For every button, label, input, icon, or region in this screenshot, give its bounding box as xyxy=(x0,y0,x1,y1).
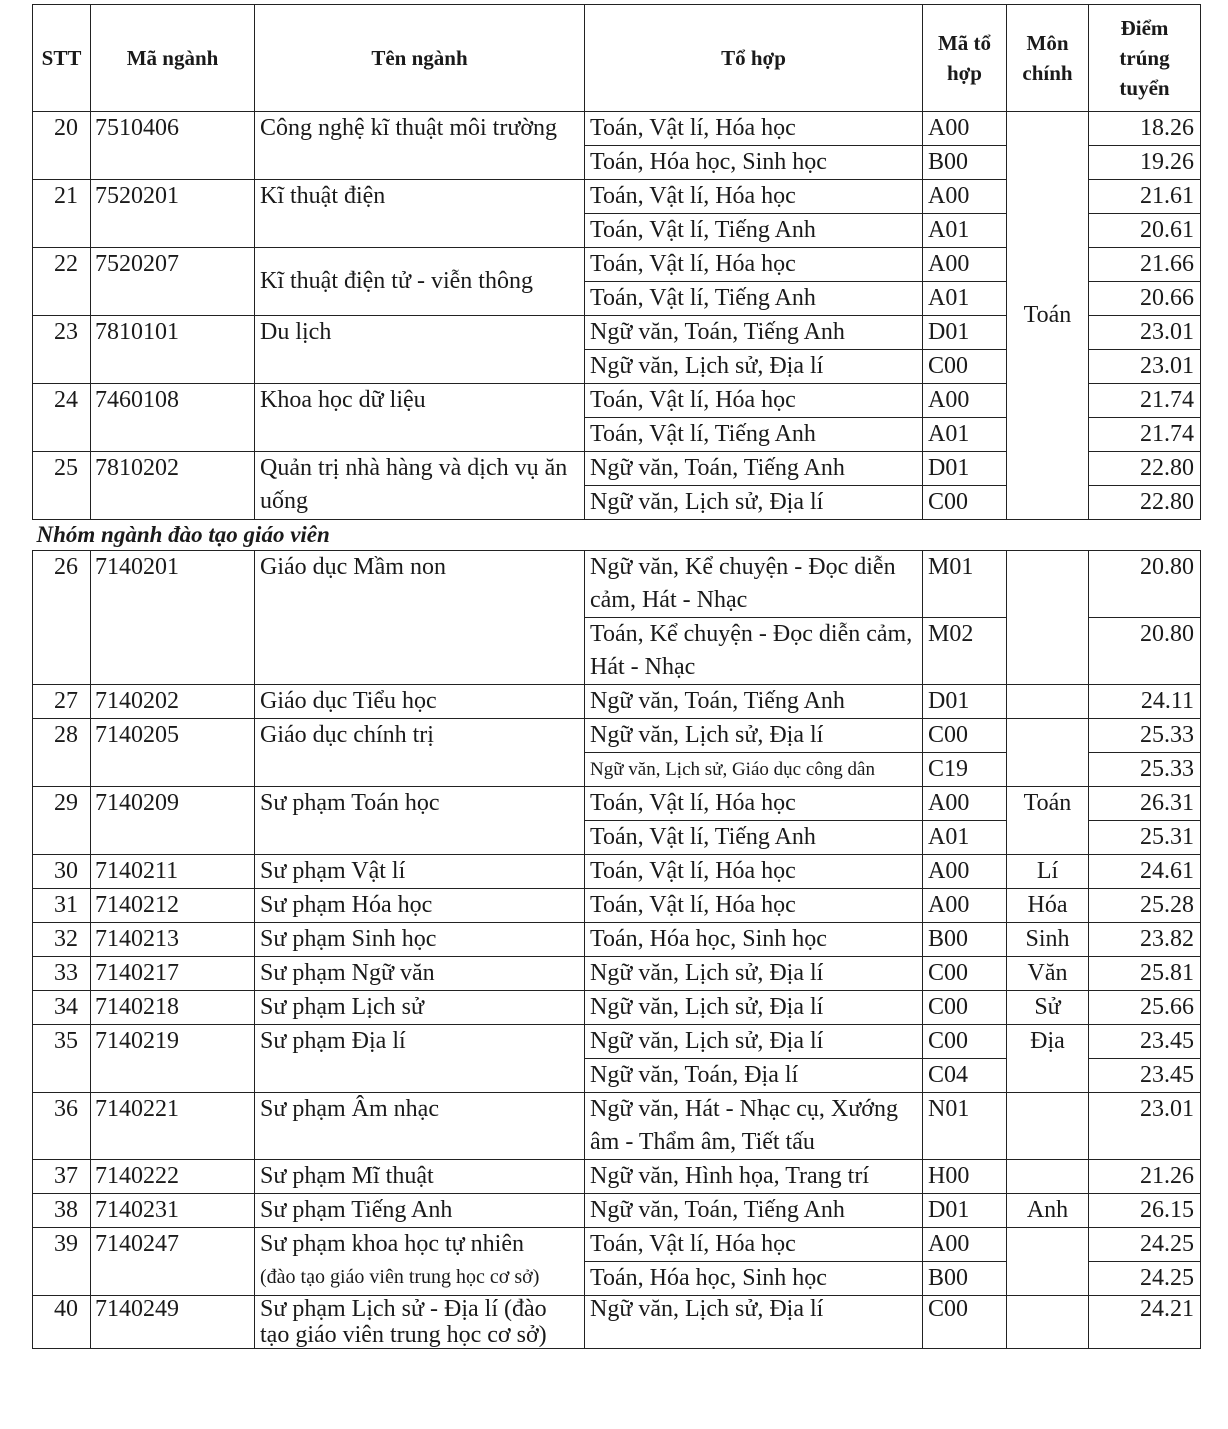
row-combination: Toán, Vật lí, Hóa học xyxy=(585,180,923,214)
row-stt: 36 xyxy=(33,1093,91,1160)
row-major-code: 7140213 xyxy=(91,923,255,957)
row-major-name xyxy=(255,719,585,787)
admission-score-table xyxy=(32,4,1201,1349)
row-major-name xyxy=(255,248,585,316)
row-combination: Toán, Vật lí, Hóa học xyxy=(585,855,923,889)
row-combination-code: N01 xyxy=(923,1093,1007,1160)
row-score: 22.80 xyxy=(1089,452,1201,486)
row-score: 23.01 xyxy=(1089,1093,1201,1160)
row-major-name xyxy=(255,316,585,384)
row-score: 24.61 xyxy=(1089,855,1201,889)
row-major-name xyxy=(255,1296,585,1349)
row-major-code: 7140247 xyxy=(91,1228,255,1296)
row-combination-code: A00 xyxy=(923,787,1007,821)
table-row xyxy=(33,719,1201,753)
row-stt: 26 xyxy=(33,551,91,685)
table-row xyxy=(33,957,1201,991)
table-row xyxy=(33,1025,1201,1059)
major-name-text: Sư phạm Toán học xyxy=(260,790,440,816)
row-combination: Ngữ văn, Hình họa, Trang trí xyxy=(585,1160,923,1194)
row-stt: 21 xyxy=(33,180,91,248)
row-score: 25.33 xyxy=(1089,719,1201,753)
row-score: 25.31 xyxy=(1089,821,1201,855)
row-stt: 33 xyxy=(33,957,91,991)
major-name-text: Sư phạm Âm nhạc xyxy=(260,1096,439,1122)
row-combination-code: D01 xyxy=(923,316,1007,350)
row-combination-code: A01 xyxy=(923,418,1007,452)
page-bottom-edge xyxy=(32,1416,1200,1422)
row-major-code: 7140219 xyxy=(91,1025,255,1093)
major-name-text: Sư phạm Mĩ thuật xyxy=(260,1163,434,1189)
table-row xyxy=(33,685,1201,719)
row-combination-code: B00 xyxy=(923,146,1007,180)
table-row xyxy=(33,1093,1201,1160)
row-score: 25.66 xyxy=(1089,991,1201,1025)
header-combo-code: Mã tổ hợp xyxy=(923,5,1007,112)
row-combination: Toán, Vật lí, Hóa học xyxy=(585,889,923,923)
row-score: 21.66 xyxy=(1089,248,1201,282)
row-score: 20.80 xyxy=(1089,551,1201,618)
row-major-code: 7460108 xyxy=(91,384,255,452)
row-stt: 37 xyxy=(33,1160,91,1194)
row-score: 21.26 xyxy=(1089,1160,1201,1194)
row-stt: 24 xyxy=(33,384,91,452)
table-row xyxy=(33,923,1201,957)
table-body-section-a xyxy=(33,112,1201,520)
row-combination-code: C00 xyxy=(923,486,1007,520)
row-combination-code: A00 xyxy=(923,180,1007,214)
row-combination-code: A01 xyxy=(923,821,1007,855)
row-stt: 23 xyxy=(33,316,91,384)
row-combination-code: A01 xyxy=(923,282,1007,316)
row-stt: 31 xyxy=(33,889,91,923)
row-score: 25.81 xyxy=(1089,957,1201,991)
row-combination: Toán, Hóa học, Sinh học xyxy=(585,146,923,180)
row-stt: 27 xyxy=(33,685,91,719)
major-name-text: Sư phạm Vật lí xyxy=(260,858,406,884)
row-combination-code: C04 xyxy=(923,1059,1007,1093)
row-combination: Ngữ văn, Toán, Tiếng Anh xyxy=(585,452,923,486)
row-stt: 22 xyxy=(33,248,91,316)
row-major-name xyxy=(255,1194,585,1228)
row-main-subject xyxy=(1007,685,1089,719)
row-score: 22.80 xyxy=(1089,486,1201,520)
row-main-subject: Lí xyxy=(1007,855,1089,889)
row-combination: Ngữ văn, Lịch sử, Địa lí xyxy=(585,1025,923,1059)
row-score: 18.26 xyxy=(1089,112,1201,146)
row-combination-code: A00 xyxy=(923,855,1007,889)
group-section xyxy=(33,520,1201,551)
row-main-subject: Sinh xyxy=(1007,923,1089,957)
row-major-code: 7140202 xyxy=(91,685,255,719)
row-main-subject: Văn xyxy=(1007,957,1089,991)
row-score: 25.33 xyxy=(1089,753,1201,787)
row-combination: Toán, Vật lí, Hóa học xyxy=(585,787,923,821)
table-row xyxy=(33,889,1201,923)
row-combination-code: A00 xyxy=(923,384,1007,418)
row-combination-code: C00 xyxy=(923,350,1007,384)
major-name-text: Giáo dục Tiểu học xyxy=(260,688,437,714)
row-stt: 40 xyxy=(33,1296,91,1349)
row-major-name xyxy=(255,1093,585,1160)
row-stt: 29 xyxy=(33,787,91,855)
row-score: 24.11 xyxy=(1089,685,1201,719)
row-major-code: 7810101 xyxy=(91,316,255,384)
major-name-text: Sư phạm Lịch sử xyxy=(260,994,425,1020)
major-name-text: Giáo dục chính trị xyxy=(260,722,434,748)
major-name-text: Sư phạm Địa lí xyxy=(260,1028,406,1054)
row-major-name xyxy=(255,112,585,180)
group-title-row xyxy=(33,520,1201,551)
major-name-text: Sư phạm Ngữ văn xyxy=(260,960,435,986)
row-combination-code: M01 xyxy=(923,551,1007,618)
row-main-subject xyxy=(1007,551,1089,685)
row-combination-code: B00 xyxy=(923,1262,1007,1296)
row-combination: Ngữ văn, Lịch sử, Địa lí xyxy=(585,1296,923,1349)
row-score: 23.01 xyxy=(1089,350,1201,384)
row-major-name xyxy=(255,855,585,889)
row-main-subject: Địa xyxy=(1007,1025,1089,1093)
row-stt: 39 xyxy=(33,1228,91,1296)
row-combination: Toán, Vật lí, Hóa học xyxy=(585,248,923,282)
table-body-section-b xyxy=(33,551,1201,1349)
table-row xyxy=(33,1296,1201,1349)
table-row xyxy=(33,1160,1201,1194)
group-title: Nhóm ngành đào tạo giáo viên xyxy=(33,520,1201,551)
row-major-code: 7810202 xyxy=(91,452,255,520)
major-name-text: Kĩ thuật điện xyxy=(260,183,386,209)
row-stt: 35 xyxy=(33,1025,91,1093)
header-stt: STT xyxy=(33,5,91,112)
major-name-text: Khoa học dữ liệu xyxy=(260,387,426,413)
row-main-subject: Sử xyxy=(1007,991,1089,1025)
row-major-code: 7140249 xyxy=(91,1296,255,1349)
row-combination: Toán, Vật lí, Hóa học xyxy=(585,384,923,418)
row-combination: Toán, Hóa học, Sinh học xyxy=(585,923,923,957)
row-combination: Ngữ văn, Lịch sử, Địa lí xyxy=(585,719,923,753)
major-name-text: Giáo dục Mầm non xyxy=(260,554,446,580)
admission-score-table-page xyxy=(32,4,1200,1422)
row-combination-code: A01 xyxy=(923,214,1007,248)
table-row xyxy=(33,855,1201,889)
header-code: Mã ngành xyxy=(91,5,255,112)
row-score: 23.45 xyxy=(1089,1025,1201,1059)
row-combination: Ngữ văn, Hát - Nhạc cụ, Xướng âm - Thẩm âm, Tiết tấu xyxy=(585,1093,923,1160)
row-major-name xyxy=(255,889,585,923)
table-row xyxy=(33,787,1201,821)
row-major-code: 7140222 xyxy=(91,1160,255,1194)
row-major-name xyxy=(255,1228,585,1296)
row-combination-code: B00 xyxy=(923,923,1007,957)
major-name-text: Sư phạm Sinh học xyxy=(260,926,437,952)
row-major-name xyxy=(255,1160,585,1194)
row-combination: Toán, Vật lí, Hóa học xyxy=(585,1228,923,1262)
row-major-name xyxy=(255,685,585,719)
row-combination-code: H00 xyxy=(923,1160,1007,1194)
row-score: 19.26 xyxy=(1089,146,1201,180)
row-combination: Toán, Vật lí, Tiếng Anh xyxy=(585,282,923,316)
table-row xyxy=(33,991,1201,1025)
row-major-name xyxy=(255,180,585,248)
row-major-code: 7140205 xyxy=(91,719,255,787)
table-row xyxy=(33,112,1201,146)
row-score: 21.61 xyxy=(1089,180,1201,214)
row-combination-code: D01 xyxy=(923,1194,1007,1228)
row-major-code: 7140211 xyxy=(91,855,255,889)
row-score: 25.28 xyxy=(1089,889,1201,923)
row-combination-code: A00 xyxy=(923,248,1007,282)
row-score: 23.82 xyxy=(1089,923,1201,957)
row-score: 26.15 xyxy=(1089,1194,1201,1228)
row-score: 21.74 xyxy=(1089,384,1201,418)
row-score: 23.01 xyxy=(1089,316,1201,350)
row-score: 20.66 xyxy=(1089,282,1201,316)
table-row xyxy=(33,551,1201,618)
row-major-code: 7140201 xyxy=(91,551,255,685)
row-major-code: 7140212 xyxy=(91,889,255,923)
row-major-code: 7520201 xyxy=(91,180,255,248)
row-major-name xyxy=(255,551,585,685)
table-row xyxy=(33,1228,1201,1262)
row-combination: Ngữ văn, Toán, Tiếng Anh xyxy=(585,1194,923,1228)
row-major-code: 7520207 xyxy=(91,248,255,316)
row-main-subject xyxy=(1007,1160,1089,1194)
row-combination-code: C00 xyxy=(923,991,1007,1025)
row-combination: Ngữ văn, Lịch sử, Địa lí xyxy=(585,957,923,991)
row-combination: Ngữ văn, Toán, Tiếng Anh xyxy=(585,685,923,719)
row-major-name xyxy=(255,787,585,855)
row-combination-code: A00 xyxy=(923,1228,1007,1262)
row-score: 24.21 xyxy=(1089,1296,1201,1349)
major-name-text: Quản trị nhà hàng và dịch vụ ăn uống xyxy=(260,455,568,514)
row-combination: Toán, Kể chuyện - Đọc diễn cảm, Hát - Nhạc xyxy=(585,618,923,685)
row-combination: Toán, Vật lí, Tiếng Anh xyxy=(585,821,923,855)
row-main-subject: Anh xyxy=(1007,1194,1089,1228)
row-major-name xyxy=(255,923,585,957)
row-major-code: 7140231 xyxy=(91,1194,255,1228)
row-combination: Ngữ văn, Kể chuyện - Đọc diễn cảm, Hát - Nhạc xyxy=(585,551,923,618)
row-major-name xyxy=(255,452,585,520)
row-main-subject xyxy=(1007,1296,1089,1349)
major-name-text: Sư phạm Tiếng Anh xyxy=(260,1197,453,1223)
row-combination-code: C19 xyxy=(923,753,1007,787)
header-name: Tên ngành xyxy=(255,5,585,112)
row-stt: 38 xyxy=(33,1194,91,1228)
row-major-code: 7140221 xyxy=(91,1093,255,1160)
row-combination-code: C00 xyxy=(923,1025,1007,1059)
row-major-name xyxy=(255,991,585,1025)
row-major-name xyxy=(255,384,585,452)
row-score: 20.80 xyxy=(1089,618,1201,685)
row-combination: Ngữ văn, Lịch sử, Địa lí xyxy=(585,350,923,384)
header-row xyxy=(33,5,1201,112)
major-name-text: Công nghệ kĩ thuật môi trường xyxy=(260,115,558,141)
major-name-text: Du lịch xyxy=(260,319,332,345)
row-stt: 28 xyxy=(33,719,91,787)
row-major-code: 7140209 xyxy=(91,787,255,855)
row-score: 23.45 xyxy=(1089,1059,1201,1093)
row-main-subject: Toán xyxy=(1007,112,1089,520)
row-score: 21.74 xyxy=(1089,418,1201,452)
row-combination: Ngữ văn, Toán, Địa lí xyxy=(585,1059,923,1093)
row-score: 24.25 xyxy=(1089,1228,1201,1262)
row-score: 24.25 xyxy=(1089,1262,1201,1296)
header-score: Điểm trúng tuyển xyxy=(1089,5,1201,112)
row-major-code: 7510406 xyxy=(91,112,255,180)
major-name-text: Kĩ thuật điện tử - viễn thông xyxy=(260,268,533,294)
row-combination: Toán, Vật lí, Hóa học xyxy=(585,112,923,146)
row-major-name xyxy=(255,1025,585,1093)
row-combination: Toán, Hóa học, Sinh học xyxy=(585,1262,923,1296)
row-combination: Ngữ văn, Toán, Tiếng Anh xyxy=(585,316,923,350)
row-combination-code: D01 xyxy=(923,452,1007,486)
row-main-subject xyxy=(1007,719,1089,787)
row-combination-code: C00 xyxy=(923,1296,1007,1349)
major-name-note: (đào tạo giáo viên trung học cơ sở) xyxy=(260,1266,540,1288)
row-combination: Ngữ văn, Lịch sử, Địa lí xyxy=(585,991,923,1025)
row-combination-code: A00 xyxy=(923,112,1007,146)
row-combination-code: C00 xyxy=(923,957,1007,991)
row-combination: Toán, Vật lí, Tiếng Anh xyxy=(585,214,923,248)
row-main-subject: Toán xyxy=(1007,787,1089,855)
row-combination-code: C00 xyxy=(923,719,1007,753)
row-major-code: 7140217 xyxy=(91,957,255,991)
row-combination-code: A00 xyxy=(923,889,1007,923)
major-name-text: Sư phạm Hóa học xyxy=(260,892,433,918)
row-stt: 30 xyxy=(33,855,91,889)
row-major-name xyxy=(255,957,585,991)
row-stt: 20 xyxy=(33,112,91,180)
row-combination: Ngữ văn, Lịch sử, Giáo dục công dân xyxy=(585,753,923,787)
major-name-text: Sư phạm Lịch sử - Địa lí (đào tạo giáo viên trung học cơ sở) xyxy=(260,1296,547,1348)
row-score: 20.61 xyxy=(1089,214,1201,248)
row-score: 26.31 xyxy=(1089,787,1201,821)
header-combo: Tổ hợp xyxy=(585,5,923,112)
row-stt: 32 xyxy=(33,923,91,957)
row-combination: Toán, Vật lí, Tiếng Anh xyxy=(585,418,923,452)
major-name-text: Sư phạm khoa học tự nhiên xyxy=(260,1231,524,1257)
row-combination: Ngữ văn, Lịch sử, Địa lí xyxy=(585,486,923,520)
table-row xyxy=(33,1194,1201,1228)
row-main-subject xyxy=(1007,1093,1089,1160)
row-stt: 34 xyxy=(33,991,91,1025)
row-stt: 25 xyxy=(33,452,91,520)
row-major-code: 7140218 xyxy=(91,991,255,1025)
row-combination-code: M02 xyxy=(923,618,1007,685)
header-main-subject: Môn chính xyxy=(1007,5,1089,112)
row-combination-code: D01 xyxy=(923,685,1007,719)
row-main-subject xyxy=(1007,1228,1089,1296)
row-main-subject: Hóa xyxy=(1007,889,1089,923)
